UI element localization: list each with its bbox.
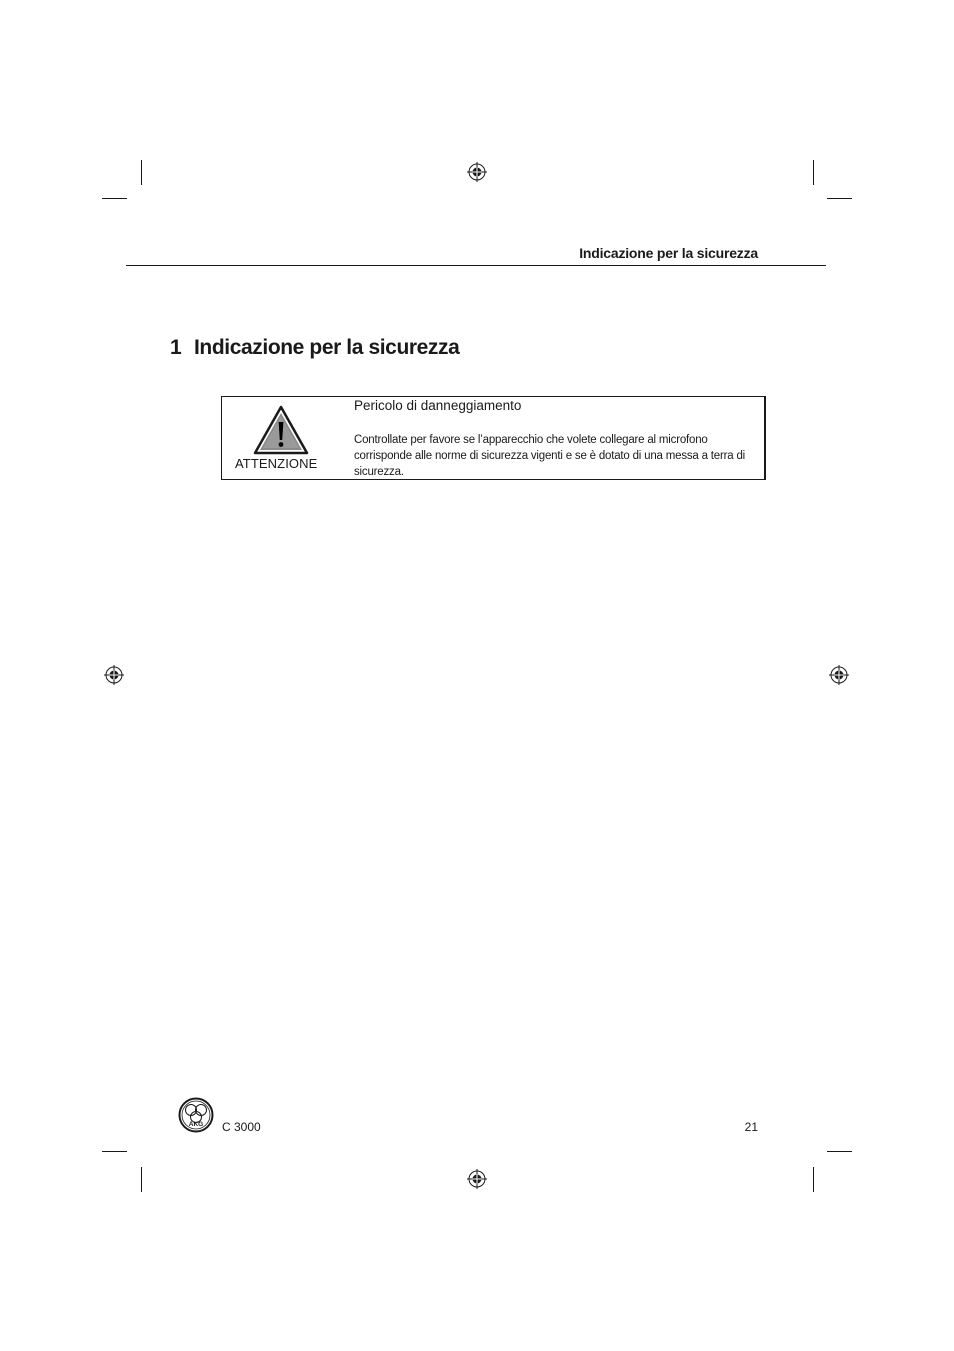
section-title-text: Indicazione per la sicurezza: [194, 336, 460, 359]
section-title: [170, 336, 459, 360]
warning-triangle-icon: [253, 405, 309, 455]
running-header: Indicazione per la sicurezza: [579, 245, 758, 261]
akg-logo-icon: [178, 1097, 214, 1133]
warning-box: [221, 396, 766, 480]
crop-mark-bottom-left-vertical: [141, 1167, 142, 1192]
warning-title: Pericolo di danneggiamento: [354, 398, 522, 413]
crop-mark-top-left-vertical: [141, 160, 142, 185]
crop-mark-bottom-right-horizontal: [827, 1151, 852, 1152]
header-rule: [126, 265, 826, 266]
crop-mark-top-right-vertical: [813, 160, 814, 185]
warning-label: ATTENZIONE: [235, 456, 318, 471]
crop-mark-bottom-left-horizontal: [102, 1151, 127, 1152]
registration-mark-icon: [104, 665, 124, 685]
section-number: 1: [170, 336, 182, 359]
registration-mark-icon: [829, 665, 849, 685]
page-number: 21: [744, 1120, 758, 1134]
registration-mark-icon: [467, 162, 487, 182]
crop-mark-top-left-horizontal: [102, 198, 127, 199]
crop-mark-top-right-horizontal: [827, 198, 852, 199]
logo-text: AKG: [188, 1121, 204, 1128]
footer-model: C 3000: [222, 1120, 261, 1134]
crop-mark-bottom-right-vertical: [813, 1167, 814, 1192]
registration-mark-icon: [467, 1169, 487, 1189]
warning-text: Controllate per favore se l’apparecchio che volete collegare al microfono corrisponde alle norme di sicurezza vigenti e se è dotato di una messa a terra di sicurezza.: [354, 434, 745, 478]
